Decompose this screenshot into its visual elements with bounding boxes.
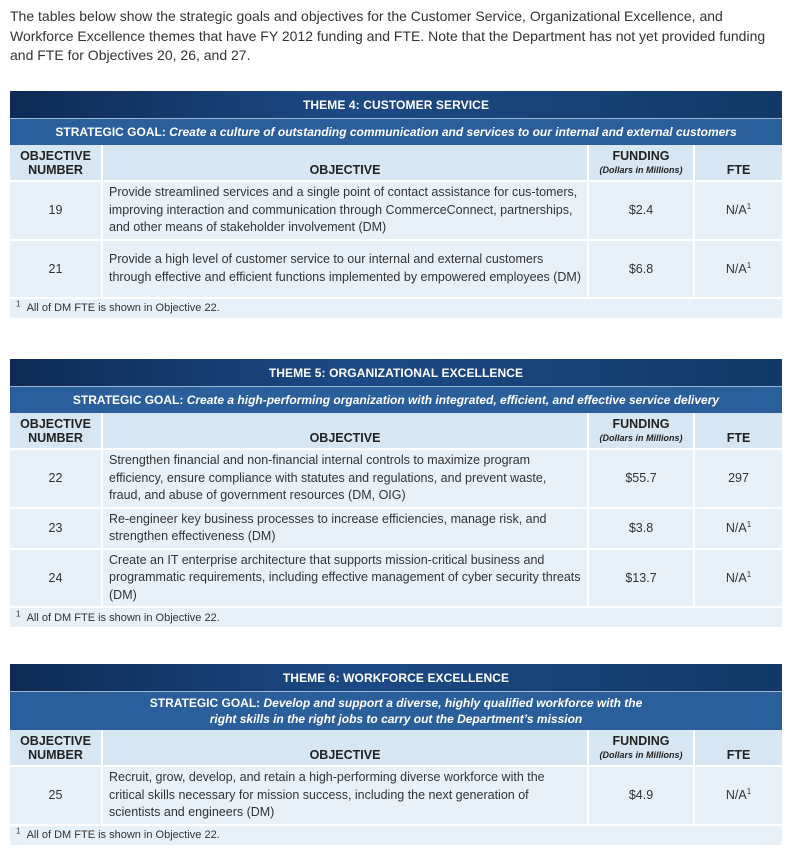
column-header-row [10,413,782,449]
strategic-goal-text: Create a culture of outstanding communication and services to our internal and external customers [169,125,737,139]
table-row [10,549,782,608]
objective-number: 21 [10,240,102,298]
fte-value: $N/A^1$ [694,508,782,549]
header-funding: FUNDING (Dollars in Millions) [588,730,694,766]
strategic-goal [10,119,782,146]
theme-4-table [10,91,782,318]
footnote: $^1$ All of DM FTE is shown in Objective 22. [10,825,782,845]
strategic-goal-label: STRATEGIC GOAL: [149,696,261,710]
objective-number: 25 [10,766,102,825]
funding-value: $6.8 [588,240,694,298]
strategic-goal-text-line2: right skills in the right jobs to carry out the Department’s mission [209,712,583,726]
objective-number: 19 [10,181,102,240]
table-row [10,240,782,298]
fte-value: $N/A^1$ [694,549,782,608]
footnote-row [10,825,782,845]
fte-value: $N/A^1$ [694,766,782,825]
fte-value: $N/A^1$ [694,181,782,240]
strategic-goal [10,692,782,731]
objective-text: Strengthen financial and non-financial internal controls to maximize program efficiency, ensure compliance with statutes and regulations, and prevent waste, fraud, and abuse of government resources (DM, OIG) [102,449,588,508]
objective-text: Re-engineer key business processes to increase efficiencies, manage risk, and strengthen effectiveness (DM) [102,508,588,549]
objective-text: Provide a high level of customer service to our internal and external customers through effective and efficient functions implemented by empowered employees (DM) [102,240,588,298]
footnote: $^1$ All of DM FTE is shown in Objective 22. [10,607,782,627]
theme-title: THEME 6: WORKFORCE EXCELLENCE [10,664,782,692]
objective-number: 23 [10,508,102,549]
footnote-row [10,607,782,627]
header-objective-number: OBJECTIVE NUMBER [10,145,102,181]
header-funding: FUNDING (Dollars in Millions) [588,413,694,449]
theme-title: THEME 4: CUSTOMER SERVICE [10,91,782,119]
strategic-goal-text: Develop and support a diverse, highly qualified workforce with the [263,696,643,710]
funding-value: $13.7 [588,549,694,608]
footnote-row [10,298,782,318]
strategic-goal-label: STRATEGIC GOAL: [55,125,166,139]
objective-text: Provide streamlined services and a single point of contact assistance for cus-tomers, improving interaction and communication through CommerceConnect, partnerships, and other means of stakeholder involvement (DM) [102,181,588,240]
header-objective: OBJECTIVE [102,413,588,449]
objective-number: 22 [10,449,102,508]
table-row [10,766,782,825]
theme-6-table [10,664,782,845]
theme-5-table [10,359,782,627]
footnote: $^1$ All of DM FTE is shown in Objective 22. [10,298,782,318]
intro-paragraph: The tables below show the strategic goals and objectives for the Customer Service, Organizational Excellence, and Workforce Excellence themes that have FY 2012 funding and FTE. Note that the Department has not yet provided funding and FTE for Objectives 20, 26, and 27. [10,8,766,63]
funding-value: $2.4 [588,181,694,240]
objective-text: Recruit, grow, develop, and retain a high-performing diverse workforce with the critical skills necessary for mission success, including the next generation of scientists and engineers (DM) [102,766,588,825]
objective-number: 24 [10,549,102,608]
header-fte: FTE [694,730,782,766]
column-header-row [10,730,782,766]
table-row [10,508,782,549]
strategic-goal-text: Create a high-performing organization with integrated, efficient, and effective service delivery [186,393,720,407]
header-objective-number: OBJECTIVE NUMBER [10,730,102,766]
table-row [10,449,782,508]
funding-value: $55.7 [588,449,694,508]
header-objective: OBJECTIVE [102,730,588,766]
header-fte: FTE [694,413,782,449]
funding-value: $3.8 [588,508,694,549]
strategic-goal [10,387,782,414]
header-fte: FTE [694,145,782,181]
fte-value: $N/A^1$ [694,240,782,298]
header-objective-number: OBJECTIVE NUMBER [10,413,102,449]
theme-title: THEME 5: ORGANIZATIONAL EXCELLENCE [10,359,782,387]
objective-text: Create an IT enterprise architecture that supports mission-critical business and programmatic requirements, including effective management of cyber security threats (DM) [102,549,588,608]
column-header-row [10,145,782,181]
funding-value: $4.9 [588,766,694,825]
fte-value: 297 [694,449,782,508]
table-row [10,181,782,240]
header-funding: FUNDING (Dollars in Millions) [588,145,694,181]
header-objective: OBJECTIVE [102,145,588,181]
strategic-goal-label: STRATEGIC GOAL: [72,393,184,407]
